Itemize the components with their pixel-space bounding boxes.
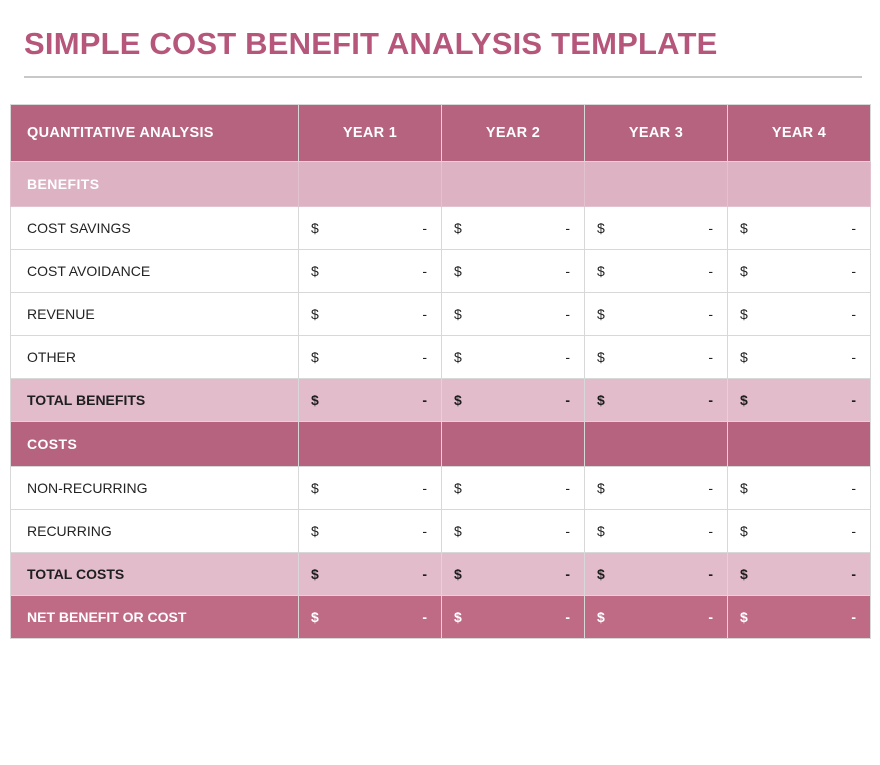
amount-value: - [708, 219, 713, 236]
currency-symbol: $ [597, 608, 605, 625]
table-row [11, 509, 871, 552]
total-cell-year-3 [585, 378, 728, 421]
cell-year-2 [442, 206, 585, 249]
amount-value: - [708, 608, 713, 625]
row-label: COST SAVINGS [11, 206, 299, 249]
amount-value: - [708, 522, 713, 539]
section-spacer-cell [728, 161, 871, 206]
currency-symbol: $ [311, 391, 319, 408]
amount-value: - [422, 608, 427, 625]
amount-value: - [851, 608, 856, 625]
currency-symbol: $ [311, 565, 319, 582]
net-row-label: NET BENEFIT OR COST [11, 595, 299, 638]
amount-value: - [422, 262, 427, 279]
header-year-3: YEAR 3 [585, 104, 728, 161]
amount-value: - [565, 608, 570, 625]
currency-symbol: $ [740, 262, 748, 279]
cell-year-4 [728, 335, 871, 378]
table-header-row [11, 104, 871, 161]
currency-symbol: $ [454, 479, 462, 496]
title-block [0, 0, 880, 78]
cell-year-2 [442, 335, 585, 378]
currency-symbol: $ [740, 608, 748, 625]
table-row [11, 206, 871, 249]
amount-value: - [422, 522, 427, 539]
cell-year-3 [585, 335, 728, 378]
amount-value: - [422, 565, 427, 582]
amount-value: - [851, 391, 856, 408]
net-cell-year-3 [585, 595, 728, 638]
amount-value: - [565, 522, 570, 539]
currency-symbol: $ [311, 522, 319, 539]
cell-year-2 [442, 249, 585, 292]
table-row [11, 249, 871, 292]
section-spacer-cell [585, 421, 728, 466]
currency-symbol: $ [740, 305, 748, 322]
currency-symbol: $ [597, 391, 605, 408]
currency-symbol: $ [454, 608, 462, 625]
currency-symbol: $ [740, 522, 748, 539]
amount-value: - [565, 391, 570, 408]
cell-year-4 [728, 206, 871, 249]
amount-value: - [708, 262, 713, 279]
cell-year-3 [585, 466, 728, 509]
amount-value: - [708, 565, 713, 582]
amount-value: - [851, 522, 856, 539]
row-label: COST AVOIDANCE [11, 249, 299, 292]
total-cell-year-1 [299, 378, 442, 421]
table-row [11, 335, 871, 378]
currency-symbol: $ [740, 565, 748, 582]
section-spacer-cell [442, 421, 585, 466]
cell-year-1 [299, 206, 442, 249]
amount-value: - [851, 565, 856, 582]
cell-year-3 [585, 206, 728, 249]
total-row [11, 552, 871, 595]
cell-year-4 [728, 249, 871, 292]
currency-symbol: $ [311, 348, 319, 365]
amount-value: - [565, 305, 570, 322]
section-spacer-cell [299, 421, 442, 466]
currency-symbol: $ [454, 305, 462, 322]
currency-symbol: $ [597, 522, 605, 539]
section-spacer-cell [299, 161, 442, 206]
total-cell-year-1 [299, 552, 442, 595]
amount-value: - [422, 348, 427, 365]
currency-symbol: $ [454, 262, 462, 279]
currency-symbol: $ [311, 219, 319, 236]
row-label: RECURRING [11, 509, 299, 552]
total-row-label: TOTAL BENEFITS [11, 378, 299, 421]
amount-value: - [708, 348, 713, 365]
total-cell-year-4 [728, 378, 871, 421]
amount-value: - [565, 479, 570, 496]
cell-year-1 [299, 335, 442, 378]
currency-symbol: $ [740, 479, 748, 496]
header-label-quantitative-analysis: QUANTITATIVE ANALYSIS [11, 104, 299, 161]
currency-symbol: $ [740, 219, 748, 236]
currency-symbol: $ [597, 262, 605, 279]
amount-value: - [708, 479, 713, 496]
cell-year-1 [299, 466, 442, 509]
row-label: REVENUE [11, 292, 299, 335]
amount-value: - [565, 348, 570, 365]
total-cell-year-3 [585, 552, 728, 595]
amount-value: - [422, 391, 427, 408]
amount-value: - [851, 348, 856, 365]
amount-value: - [422, 219, 427, 236]
net-cell-year-4 [728, 595, 871, 638]
amount-value: - [565, 262, 570, 279]
cell-year-2 [442, 292, 585, 335]
table-container [0, 78, 880, 639]
section-label-benefits: BENEFITS [11, 161, 299, 206]
currency-symbol: $ [597, 565, 605, 582]
total-cell-year-4 [728, 552, 871, 595]
currency-symbol: $ [311, 479, 319, 496]
total-cell-year-2 [442, 552, 585, 595]
total-row [11, 378, 871, 421]
amount-value: - [565, 219, 570, 236]
currency-symbol: $ [597, 219, 605, 236]
amount-value: - [565, 565, 570, 582]
section-spacer-cell [442, 161, 585, 206]
currency-symbol: $ [311, 305, 319, 322]
amount-value: - [851, 219, 856, 236]
amount-value: - [851, 305, 856, 322]
header-year-1: YEAR 1 [299, 104, 442, 161]
net-benefit-or-cost-row [11, 595, 871, 638]
currency-symbol: $ [454, 348, 462, 365]
currency-symbol: $ [454, 565, 462, 582]
total-cell-year-2 [442, 378, 585, 421]
page-title: SIMPLE COST BENEFIT ANALYSIS TEMPLATE [24, 26, 862, 78]
currency-symbol: $ [740, 391, 748, 408]
net-cell-year-2 [442, 595, 585, 638]
currency-symbol: $ [597, 479, 605, 496]
section-spacer-cell [585, 161, 728, 206]
cell-year-1 [299, 249, 442, 292]
currency-symbol: $ [454, 522, 462, 539]
currency-symbol: $ [454, 219, 462, 236]
cell-year-1 [299, 509, 442, 552]
header-year-2: YEAR 2 [442, 104, 585, 161]
row-label: NON-RECURRING [11, 466, 299, 509]
cell-year-3 [585, 249, 728, 292]
section-row-costs [11, 421, 871, 466]
amount-value: - [708, 305, 713, 322]
currency-symbol: $ [454, 391, 462, 408]
cell-year-2 [442, 466, 585, 509]
currency-symbol: $ [311, 262, 319, 279]
section-row-benefits [11, 161, 871, 206]
cell-year-4 [728, 509, 871, 552]
currency-symbol: $ [597, 348, 605, 365]
section-spacer-cell [728, 421, 871, 466]
cell-year-3 [585, 509, 728, 552]
cost-benefit-table [10, 104, 871, 639]
net-cell-year-1 [299, 595, 442, 638]
total-row-label: TOTAL COSTS [11, 552, 299, 595]
currency-symbol: $ [597, 305, 605, 322]
row-label: OTHER [11, 335, 299, 378]
table-row [11, 292, 871, 335]
cell-year-1 [299, 292, 442, 335]
amount-value: - [851, 262, 856, 279]
cell-year-3 [585, 292, 728, 335]
cell-year-4 [728, 466, 871, 509]
currency-symbol: $ [740, 348, 748, 365]
cell-year-2 [442, 509, 585, 552]
currency-symbol: $ [311, 608, 319, 625]
section-label-costs: COSTS [11, 421, 299, 466]
cell-year-4 [728, 292, 871, 335]
amount-value: - [851, 479, 856, 496]
amount-value: - [422, 305, 427, 322]
amount-value: - [422, 479, 427, 496]
header-year-4: YEAR 4 [728, 104, 871, 161]
amount-value: - [708, 391, 713, 408]
table-row [11, 466, 871, 509]
